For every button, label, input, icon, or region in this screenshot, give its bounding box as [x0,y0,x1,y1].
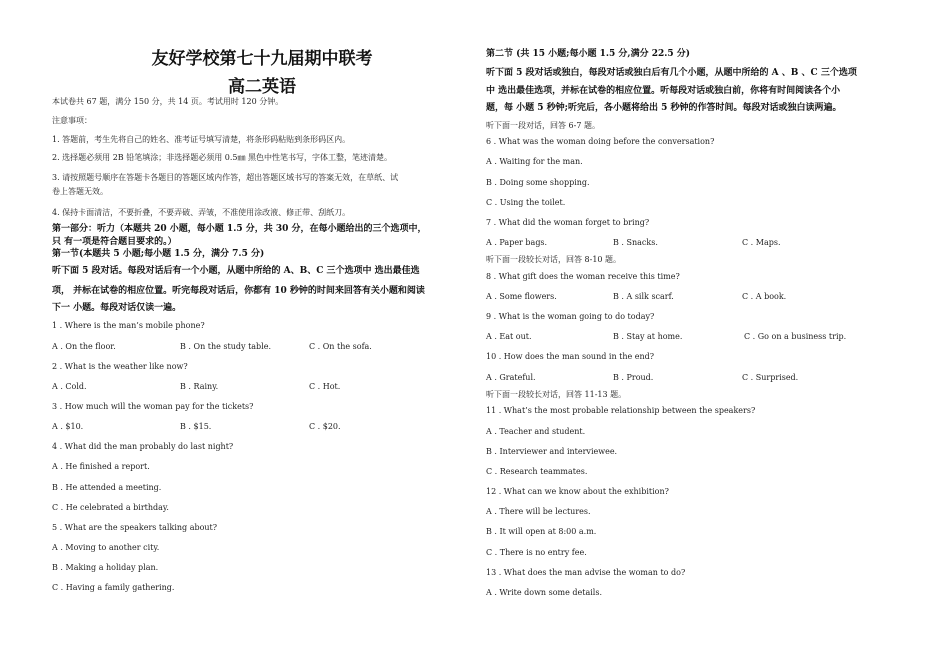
option-5c[interactable]: C . Having a family gathering. [52,583,175,592]
question-5: 5 . What are the speakers talking about? [52,523,218,532]
note-3: 3. 请按照题号顺序在答题卡各题目的答题区域内作答，超出答题区域书写的答案无效，在草纸、试 [52,173,399,182]
part2-instruction-line1: 听下面 5 段对话或独白，每段对话或独白后有几个小题，从题中所给的 A 、B 、C 三个选项 [486,68,857,78]
notes-label: 注意事项： [52,116,92,125]
part1-instruction-line1: 听下面 5 段对话。每段对话后有一个小题，从题中所给的 A、B、C 三个选项中 选出最佳选 [52,266,420,276]
note-2: 2. 选择题必须用 2B 铅笔填涂；非选择题必须用 0.5㎜ 黑色中性笔书写，字体工整，笔迹清楚。 [52,153,393,162]
note-1: 1. 答题前，考生先将自己的姓名、准考证号填写清楚，将条形码粘贴到条形码区内。 [52,135,351,144]
option-13a[interactable]: A . Write down some details. [486,588,603,597]
note-4: 4. 保持卡面清洁，不要折叠，不要弄破、弄皱，不准使用涂改液、修正带、刮纸刀。 [52,208,351,217]
option-10c[interactable]: C . Surprised. [742,373,799,382]
option-11a[interactable]: A . Teacher and student. [486,427,586,436]
question-4: 4 . What did the man probably do last night? [52,442,234,451]
sub-instruction-6-7: 听下面一段对话，回答 6-7 题。 [486,121,600,130]
question-6: 6 . What was the woman doing before the conversation? [486,137,715,146]
option-8c[interactable]: C . A book. [742,292,787,301]
option-6c[interactable]: C . Using the toilet. [486,198,566,207]
option-1c[interactable]: C . On the sofa. [309,342,372,351]
option-2a[interactable]: A . Cold. [52,382,87,391]
question-9: 9 . What is the woman going to do today? [486,312,655,321]
question-13: 13 . What does the man advise the woman to do? [486,568,686,577]
option-2c[interactable]: C . Hot. [309,382,341,391]
option-9a[interactable]: A . Eat out. [486,332,532,341]
option-5b[interactable]: B . Making a holiday plan. [52,563,159,572]
sub-instruction-8-10: 听下面一段较长对话，回答 8-10 题。 [486,255,622,264]
question-12: 12 . What can we know about the exhibition? [486,487,669,496]
exam-info: 本试卷共 67 题，满分 150 分，共 14 页。考试用时 120 分钟。 [52,97,284,106]
sub-instruction-11-13: 听下面一段较长对话，回答 11-13 题。 [486,390,627,399]
question-11: 11 . What’s the most probable relationship between the speakers? [486,406,756,415]
option-8a[interactable]: A . Some flowers. [486,292,557,301]
option-11b[interactable]: B . Interviewer and interviewee. [486,447,618,456]
option-1a[interactable]: A . On the floor. [52,342,116,351]
exam-subtitle: 高二英语 [228,77,296,97]
option-1b[interactable]: B . On the study table. [180,342,272,351]
question-10: 10 . How does the man sound in the end? [486,352,655,361]
option-5a[interactable]: A . Moving to another city. [52,543,160,552]
part1-instruction-line3: 下一 小题。每段对话仅读一遍。 [52,303,182,313]
option-9b[interactable]: B . Stay at home. [613,332,683,341]
option-3a[interactable]: A . $10. [52,422,84,431]
option-4a[interactable]: A . He finished a report. [52,462,150,471]
option-7b[interactable]: B . Snacks. [613,238,658,247]
option-2b[interactable]: B . Rainy. [180,382,219,391]
part2-instruction-line3: 题，每 小题 5 秒钟;听完后，各小题将给出 5 秒钟的作答时间。每段对话或独白读两遍。 [486,103,842,113]
question-2: 2 . What is the weather like now? [52,362,188,371]
option-10a[interactable]: A . Grateful. [486,373,536,382]
option-12a[interactable]: A . There will be lectures. [486,507,591,516]
option-6b[interactable]: B . Doing some shopping. [486,178,590,187]
part1-heading-line2: 只 有一项是符合题目要求的。） [52,237,177,247]
option-4c[interactable]: C . He celebrated a birthday. [52,503,169,512]
option-6a[interactable]: A . Waiting for the man. [486,157,583,166]
option-10b[interactable]: B . Proud. [613,373,654,382]
note-3-cont: 卷上答题无效。 [52,187,108,196]
option-4b[interactable]: B . He attended a meeting. [52,483,162,492]
option-8b[interactable]: B . A silk scarf. [613,292,674,301]
part2-section-heading: 第二节 (共 15 小题;每小题 1.5 分,满分 22.5 分) [486,49,691,59]
question-7: 7 . What did the woman forget to bring? [486,218,650,227]
question-8: 8 . What gift does the woman receive this time? [486,272,680,281]
part1-section-heading: 第一节(本题共 5 小题;每小题 1.5 分，满分 7.5 分) [52,249,265,259]
option-9c[interactable]: C . Go on a business trip. [744,332,847,341]
option-12b[interactable]: B . It will open at 8:00 a.m. [486,527,597,536]
part1-instruction-line2: 项， 并标在试卷的相应位置。听完每段对话后，你都有 10 秒钟的时间来回答有关小题和阅读 [52,286,425,296]
part2-instruction-line2: 中 选出最佳选项，并标在试卷的相应位置。听每段对话或独白前，你将有时间阅读各个小 [486,86,841,96]
option-7c[interactable]: C . Maps. [742,238,781,247]
question-3: 3 . How much will the woman pay for the tickets? [52,402,254,411]
question-1: 1 . Where is the man’s mobile phone? [52,321,205,330]
part1-heading-line1: 第一部分：听力（本题共 20 小题，每小题 1.5 分，共 30 分，在每小题给出的三个选项中， [52,224,427,234]
option-11c[interactable]: C . Research teammates. [486,467,588,476]
exam-title: 友好学校第七十九届期中联考 [151,49,373,69]
option-7a[interactable]: A . Paper bags. [486,238,548,247]
option-3c[interactable]: C . $20. [309,422,341,431]
option-3b[interactable]: B . $15. [180,422,212,431]
option-12c[interactable]: C . There is no entry fee. [486,548,587,557]
